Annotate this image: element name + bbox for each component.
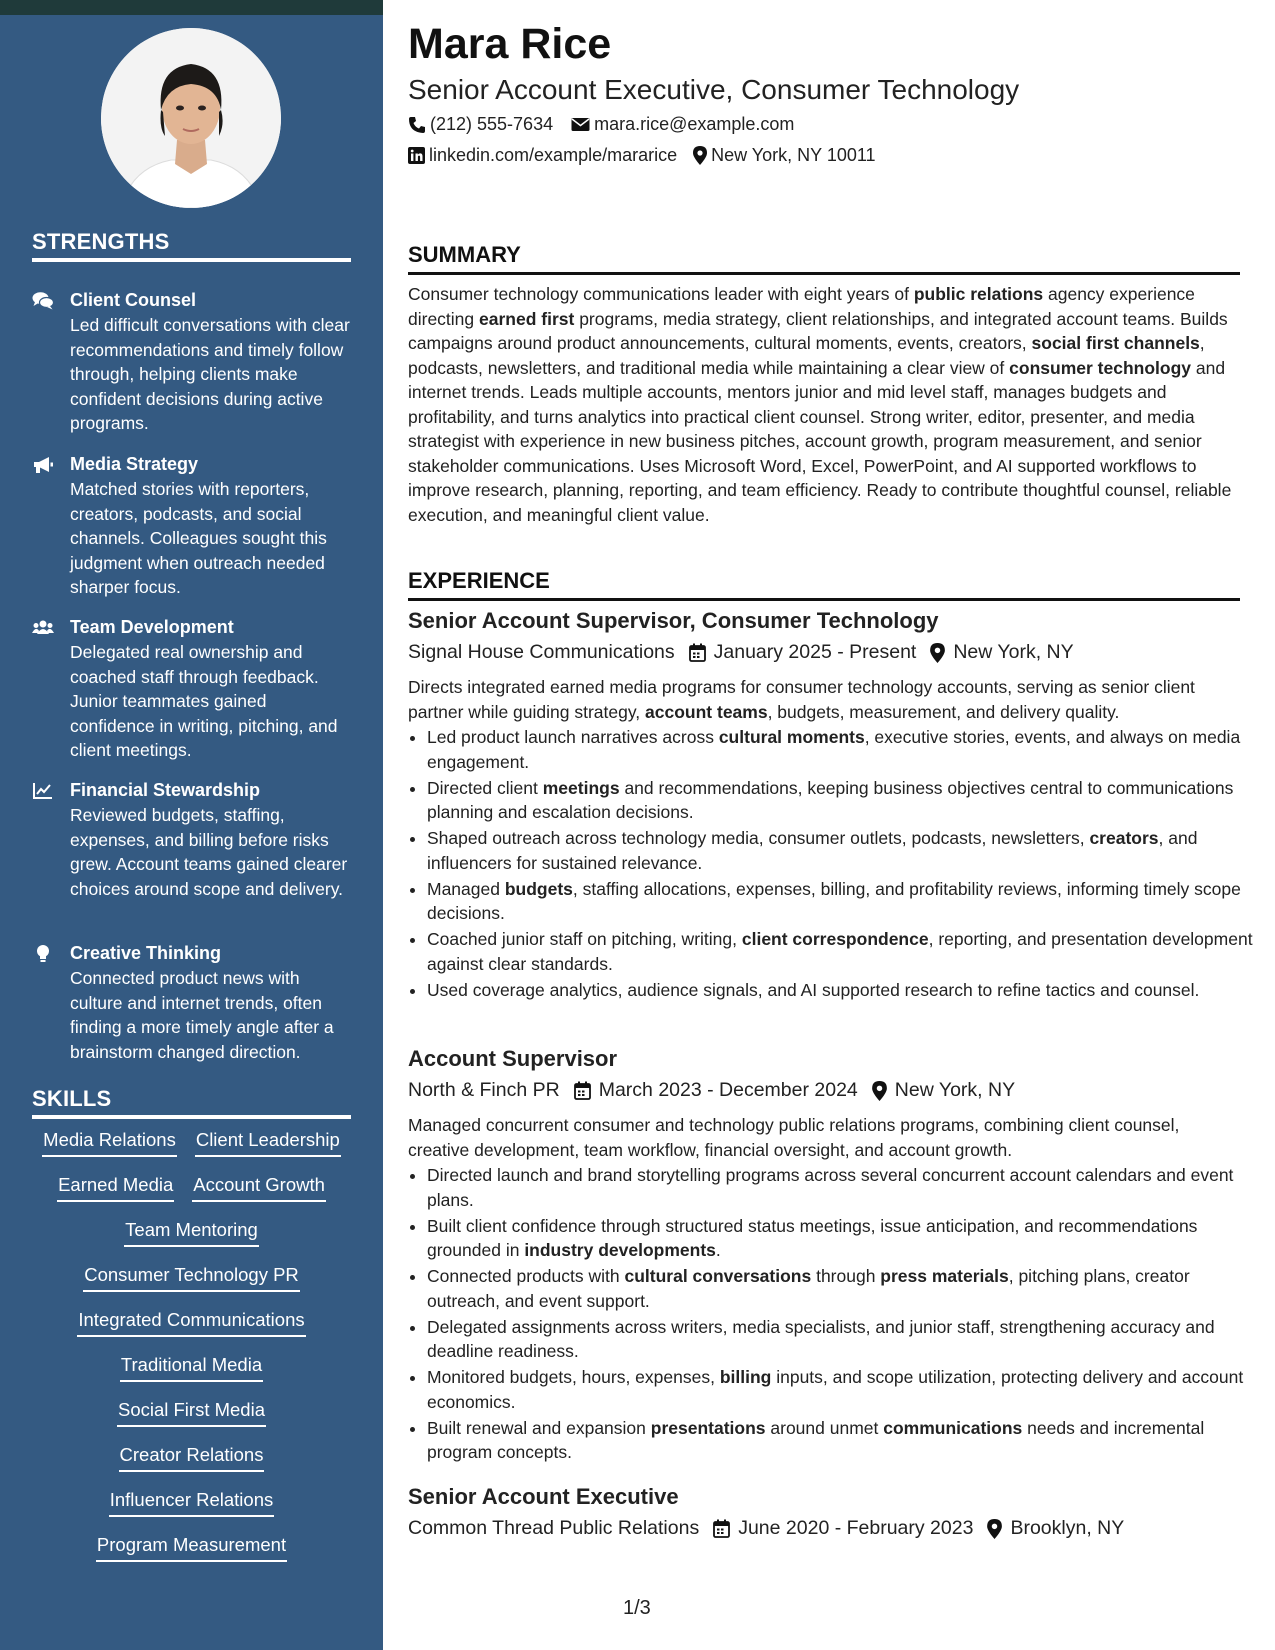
candidate-name: Mara Rice	[408, 20, 612, 68]
lightbulb-icon	[32, 944, 54, 964]
location-text: New York, NY 10011	[711, 145, 876, 165]
skills-list	[20, 1128, 363, 1578]
skill-tag: Account Growth	[192, 1173, 326, 1202]
bullet-item: • Shaped outreach across technology media, consumer outlets, podcasts, newsletters, creators, and influencers for sustained relevance.	[427, 826, 1259, 875]
candidate-headline: Senior Account Executive, Consumer Technology	[408, 74, 1020, 105]
company-name: Signal House Communications	[408, 641, 675, 663]
skills-heading: SKILLS	[32, 1086, 351, 1119]
job-location: New York, NY	[953, 641, 1074, 663]
skill-tag: Earned Media	[57, 1173, 174, 1202]
bullet-item: • Directed launch and brand storytelling programs across several concurrent account calendars and event plans.	[427, 1163, 1259, 1212]
map-pin-icon	[693, 146, 707, 165]
strengths-heading: STRENGTHS	[32, 229, 351, 262]
linkedin-link[interactable]: linkedin.com/example/mararice	[429, 145, 678, 165]
bullet-item: • Directed client meetings and recommendations, keeping business objectives central to communications planning and escalation decisions.	[427, 776, 1259, 825]
skill-tag: Traditional Media	[120, 1353, 263, 1382]
skill-tag: Creator Relations	[119, 1443, 265, 1472]
job-bullets	[408, 725, 1259, 1004]
job-title: Account Supervisor	[408, 1046, 618, 1071]
skill-tag: Social First Media	[117, 1398, 266, 1427]
job-location: Brooklyn, NY	[1010, 1517, 1125, 1539]
bullet-item: • Used coverage analytics, audience signals, and AI supported research to refine tactics and counsel.	[427, 978, 1259, 1003]
job-title: Senior Account Supervisor, Consumer Technology	[408, 608, 939, 633]
job-dates: January 2025 - Present	[713, 641, 917, 663]
profile-photo	[101, 28, 281, 208]
map-pin-icon	[872, 1081, 887, 1101]
strength-title: Media Strategy	[70, 454, 199, 474]
skill-tag: Integrated Communications	[77, 1308, 305, 1337]
job-meta	[408, 641, 1074, 664]
skill-tag: Team Mentoring	[124, 1218, 259, 1247]
line-chart-icon	[32, 781, 54, 801]
skill-tag: Influencer Relations	[109, 1488, 275, 1517]
sidebar	[0, 15, 383, 1650]
page-number: 1/3	[623, 1597, 651, 1619]
strength-text: Connected product news with culture and internet trends, often finding a more timely angle after a brainstorm changed direction.	[70, 968, 334, 1062]
summary-text: Consumer technology communications leader with eight years of public relations agency experience directing earned first programs, media strategy, client relationships, and integrated account teams. Builds campaigns around product announcements, cultural moments, events, creators, social first channels, podcasts, newsletters, and traditional media while maintaining a clear view of consumer technology and internet trends. Leads multiple accounts, mentors junior and mid level staff, manages budgets and profitability, and turns analytics into practical client counsel. Strong writer, editor, presenter, and media strategist with experience in new business pitches, account growth, program measurement, and senior stakeholder communications. Uses Microsoft Word, Excel, PowerPoint, and AI supported workflows to improve research, planning, reporting, and team efficiency. Ready to contribute thoughtful counsel, reliable execution, and meaningful client value.	[408, 284, 1232, 525]
email-link[interactable]: mara.rice@example.com	[594, 114, 795, 134]
bullet-item: • Coached junior staff on pitching, writing, client correspondence, reporting, and presentation development against clear standards.	[427, 927, 1259, 976]
bullet-item: • Delegated assignments across writers, media specialists, and junior staff, strengthening accuracy and deadline readiness.	[427, 1315, 1259, 1364]
envelope-icon	[571, 117, 590, 132]
strength-text: Led difficult conversations with clear recommendations and timely follow through, helping clients make confident decisions during active programs.	[70, 315, 350, 433]
bullet-item: • Connected products with cultural conversations through press materials, pitching plans, creator outreach, and event support.	[427, 1264, 1259, 1313]
strength-title: Creative Thinking	[70, 943, 222, 963]
map-pin-icon	[987, 1519, 1002, 1539]
bullet-item: • Monitored budgets, hours, expenses, billing inputs, and scope utilization, protecting delivery and account economics.	[427, 1365, 1259, 1414]
bullet-item: • Built renewal and expansion presentations around unmet communications needs and incremental program concepts.	[427, 1416, 1259, 1465]
job-dates: March 2023 - December 2024	[598, 1079, 858, 1101]
comments-icon	[32, 291, 54, 311]
job-meta	[408, 1079, 1015, 1102]
strength-text: Matched stories with reporters, creators, podcasts, and social channels. Colleagues sought this judgment when outreach needed sharper focus.	[70, 479, 327, 597]
skill-tag: Media Relations	[42, 1128, 177, 1157]
summary-heading: SUMMARY	[408, 242, 1240, 275]
strength-title: Financial Stewardship	[70, 780, 261, 800]
bullet-item: • Led product launch narratives across cultural moments, executive stories, events, and always on media engagement.	[427, 725, 1259, 774]
calendar-icon	[574, 1081, 591, 1100]
calendar-icon	[713, 1519, 730, 1538]
bullet-item: • Built client confidence through structured status meetings, issue anticipation, and recommendations grounded in industry developments.	[427, 1214, 1259, 1263]
strength-text: Delegated real ownership and coached staff through feedback. Junior teammates gained confidence in writing, pitching, and client meetings.	[70, 642, 338, 760]
company-name: Common Thread Public Relations	[408, 1517, 700, 1539]
map-pin-icon	[930, 643, 945, 663]
job-description: Directs integrated earned media programs for consumer technology accounts, serving as senior client partner while guiding strategy, account teams, budgets, measurement, and delivery quality.	[408, 677, 1195, 722]
job-dates: June 2020 - February 2023	[738, 1517, 974, 1539]
skill-tag: Consumer Technology PR	[83, 1263, 300, 1292]
linkedin-icon	[408, 147, 425, 164]
contact-row	[408, 145, 894, 166]
job-description: Managed concurrent consumer and technology public relations programs, combining client counsel, creative development, team workflow, financial oversight, and account growth.	[408, 1115, 1180, 1160]
skill-tag: Client Leadership	[195, 1128, 341, 1157]
strength-title: Team Development	[70, 617, 234, 637]
phone-icon	[408, 116, 426, 134]
megaphone-icon	[32, 455, 54, 475]
job-location: New York, NY	[894, 1079, 1016, 1101]
contact-row	[408, 114, 812, 135]
calendar-icon	[689, 643, 706, 662]
skill-tag: Program Measurement	[96, 1533, 287, 1562]
job-bullets	[408, 1163, 1259, 1466]
job-meta	[408, 1517, 1124, 1540]
top-accent-bar	[0, 0, 383, 15]
company-name: North & Finch PR	[408, 1079, 560, 1101]
strength-title: Client Counsel	[70, 290, 197, 310]
phone-text: (212) 555-7634	[430, 114, 554, 134]
strength-text: Reviewed budgets, staffing, expenses, and billing before risks grew. Account teams gained clearer choices around scope and delivery.	[70, 805, 348, 899]
users-icon	[32, 618, 54, 638]
bullet-item: • Managed budgets, staffing allocations, expenses, billing, and profitability reviews, informing timely scope decisions.	[427, 877, 1259, 926]
job-title: Senior Account Executive	[408, 1484, 679, 1509]
experience-heading: EXPERIENCE	[408, 568, 1240, 601]
